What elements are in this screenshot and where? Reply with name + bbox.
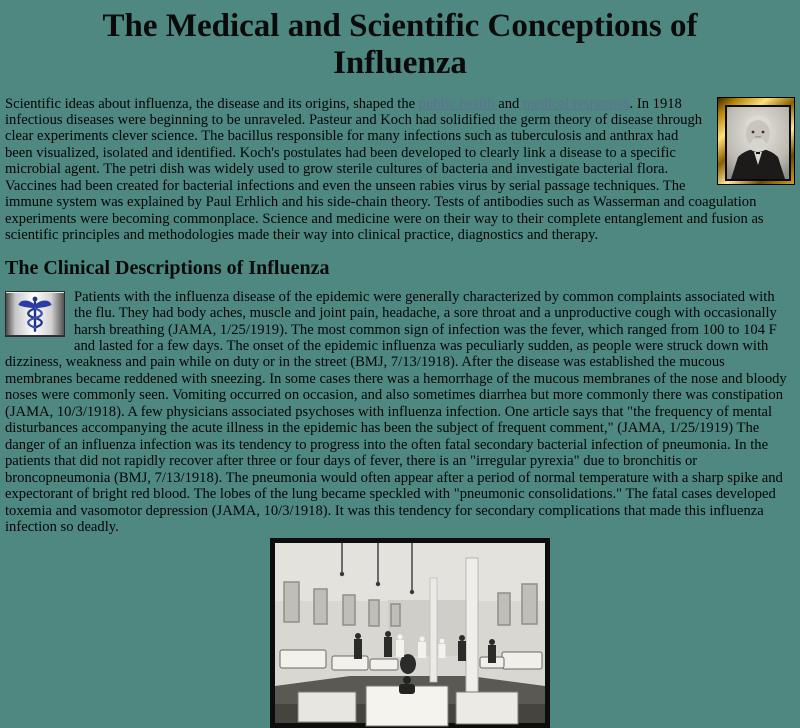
- caduceus-icon: [5, 291, 65, 337]
- intro-text-middle: and: [494, 95, 523, 112]
- intro-text-end: . In 1918 infectious diseases were beginning to be unraveled. Pasteur and Koch had solidified the germ theory of disease through clear experiments clever science. The bacillus responsible for many infections such as tuberculosis and anthrax had been visualized, isolated and identified. Koch's postulates had been developed to clearly link a disease to a specific microbial agent. The petri dish was widely used to grow sterile cultures of bacteria and investigate bacterial flora. Vaccines had been created for bacterial infections and even the unseen rabies virus by serial passage techniques. The immune system was explained by Paul Erhlich and his side-chain theory. Tests of antibodies such as Wasserman and coagulation experiments were becoming commonplace. Science and medicine were on their way to their complete entanglement and fusion as scientific principles and methodologies made their way into clinical practice, diagnostics and therapy.: [5, 95, 764, 244]
- hospital-ward-drawing: [270, 538, 550, 728]
- hospital-ward-photo: [270, 538, 550, 728]
- page-title: The Medical and Scientific Conceptions of Influenza: [102, 8, 698, 82]
- intro-paragraph: [5, 96, 795, 244]
- intro-text-start: Scientific ideas about influenza, the disease and its origins, shaped the: [5, 95, 419, 112]
- clinical-paragraph: [5, 289, 795, 536]
- clinical-section-heading: The Clinical Descriptions of Influenza: [5, 256, 330, 279]
- pasteur-portrait-frame: [717, 97, 795, 185]
- clinical-text: Patients with the influenza disease of the epidemic were generally characterized by common complaints associated with the flu. They had body aches, muscle and joint pain, headache, a sore throat and a unproductive cough with occasionally harsh breathing (JAMA, 1/25/1919). The most common sign of infection was the fever, which ranged from 100 to 104 F and lasted for a few days. The onset of the epidemic influenza was peculiarly sudden, as people were struck down with dizziness, weakness and pain while on duty or in the street (BMJ, 7/13/1918). After the disease was established the mucous membranes became reddened with sneezing. In some cases there was a hemorrhage of the mucous membranes of the nose and bloody noses were commonly seen. Vomiting occurred on occasion, and also sometimes diarrhea but more commonly there was constipation (JAMA, 10/3/1918). A few physicians associated psychoses with influenza infection. One article says that "the frequency of mental disturbances accompanying the acute illness in the epidemic has been the subject of frequent comment," (JAMA, 1/25/1919) The danger of an influenza infection was its tendency to progress into the often fatal secondary bacterial infection of pneumonia. In the patients that did not rapidly recover after three or four days of fever, there is an "irregular pyrexia" due to bronchitis or broncopneumonia (BMJ, 7/13/1918). The pneumonia would often appear after a period of normal temperature with a sharp spike and expectorant of bright red blood. The lobes of the lung became speckled with "pneumonic consolidations." The fatal cases developed toxemia and vasomotor depression (JAMA, 10/3/1918). It was this tendency for secondary complications that made this influenza infection so deadly.: [5, 288, 787, 535]
- caduceus-drawing: [15, 294, 55, 334]
- pasteur-portrait-drawing: [727, 107, 789, 179]
- public-health-link[interactable]: public health: [418, 95, 495, 112]
- medical-responses-link[interactable]: medical responses: [522, 95, 630, 112]
- pasteur-portrait-image: [725, 105, 791, 181]
